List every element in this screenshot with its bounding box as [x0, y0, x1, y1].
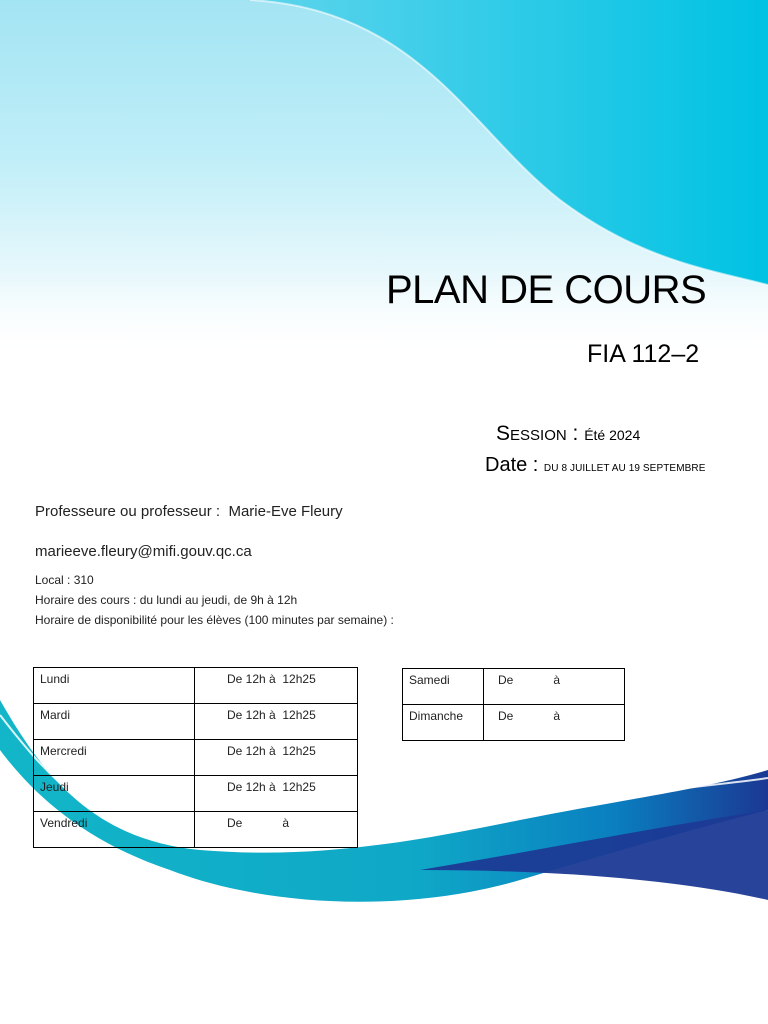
- table-row: [403, 669, 625, 705]
- date-range: DU 8 JUILLET AU 19 SEPTEMBRE: [543, 463, 706, 474]
- availability-table-weekdays: [33, 667, 358, 848]
- table-row: [403, 705, 625, 741]
- time-cell: De à: [195, 812, 358, 848]
- day-cell: Mardi: [34, 704, 195, 740]
- time-cell: De 12h à 12h25: [195, 704, 358, 740]
- page-title: PLAN DE COURS: [386, 268, 707, 312]
- day-cell: Lundi: [34, 668, 195, 704]
- time-cell: De à: [484, 669, 625, 705]
- table-row: [34, 812, 358, 848]
- table-row: [34, 740, 358, 776]
- availability-table-weekend: [402, 668, 625, 741]
- teacher-email: marieeve.fleury@mifi.gouv.qc.ca: [35, 543, 252, 560]
- course-hours: Horaire des cours : du lundi au jeudi, de 9h à 12h: [35, 593, 298, 607]
- date-line: [485, 454, 705, 477]
- table-row: [34, 704, 358, 740]
- teacher-line: [35, 503, 343, 520]
- day-cell: Jeudi: [34, 776, 195, 812]
- teacher-name: Marie-Eve Fleury: [228, 503, 343, 520]
- time-cell: De 12h à 12h25: [195, 740, 358, 776]
- day-cell: Dimanche: [403, 705, 484, 741]
- time-cell: De à: [484, 705, 625, 741]
- session-label: Session :: [496, 422, 579, 445]
- table-row: [34, 776, 358, 812]
- time-cell: De 12h à 12h25: [195, 776, 358, 812]
- table-row: [34, 668, 358, 704]
- day-cell: Vendredi: [34, 812, 195, 848]
- session-line: [496, 422, 640, 446]
- course-code: FIA 112–2: [587, 340, 700, 368]
- session-value: Été 2024: [584, 427, 641, 443]
- teacher-label: Professeure ou professeur :: [35, 503, 221, 520]
- date-label: Date :: [485, 454, 539, 476]
- time-cell: De 12h à 12h25: [195, 668, 358, 704]
- day-cell: Samedi: [403, 669, 484, 705]
- availability-hours: Horaire de disponibilité pour les élèves (100 minutes par semaine) :: [35, 613, 394, 627]
- local-info: Local : 310: [35, 573, 94, 587]
- day-cell: Mercredi: [34, 740, 195, 776]
